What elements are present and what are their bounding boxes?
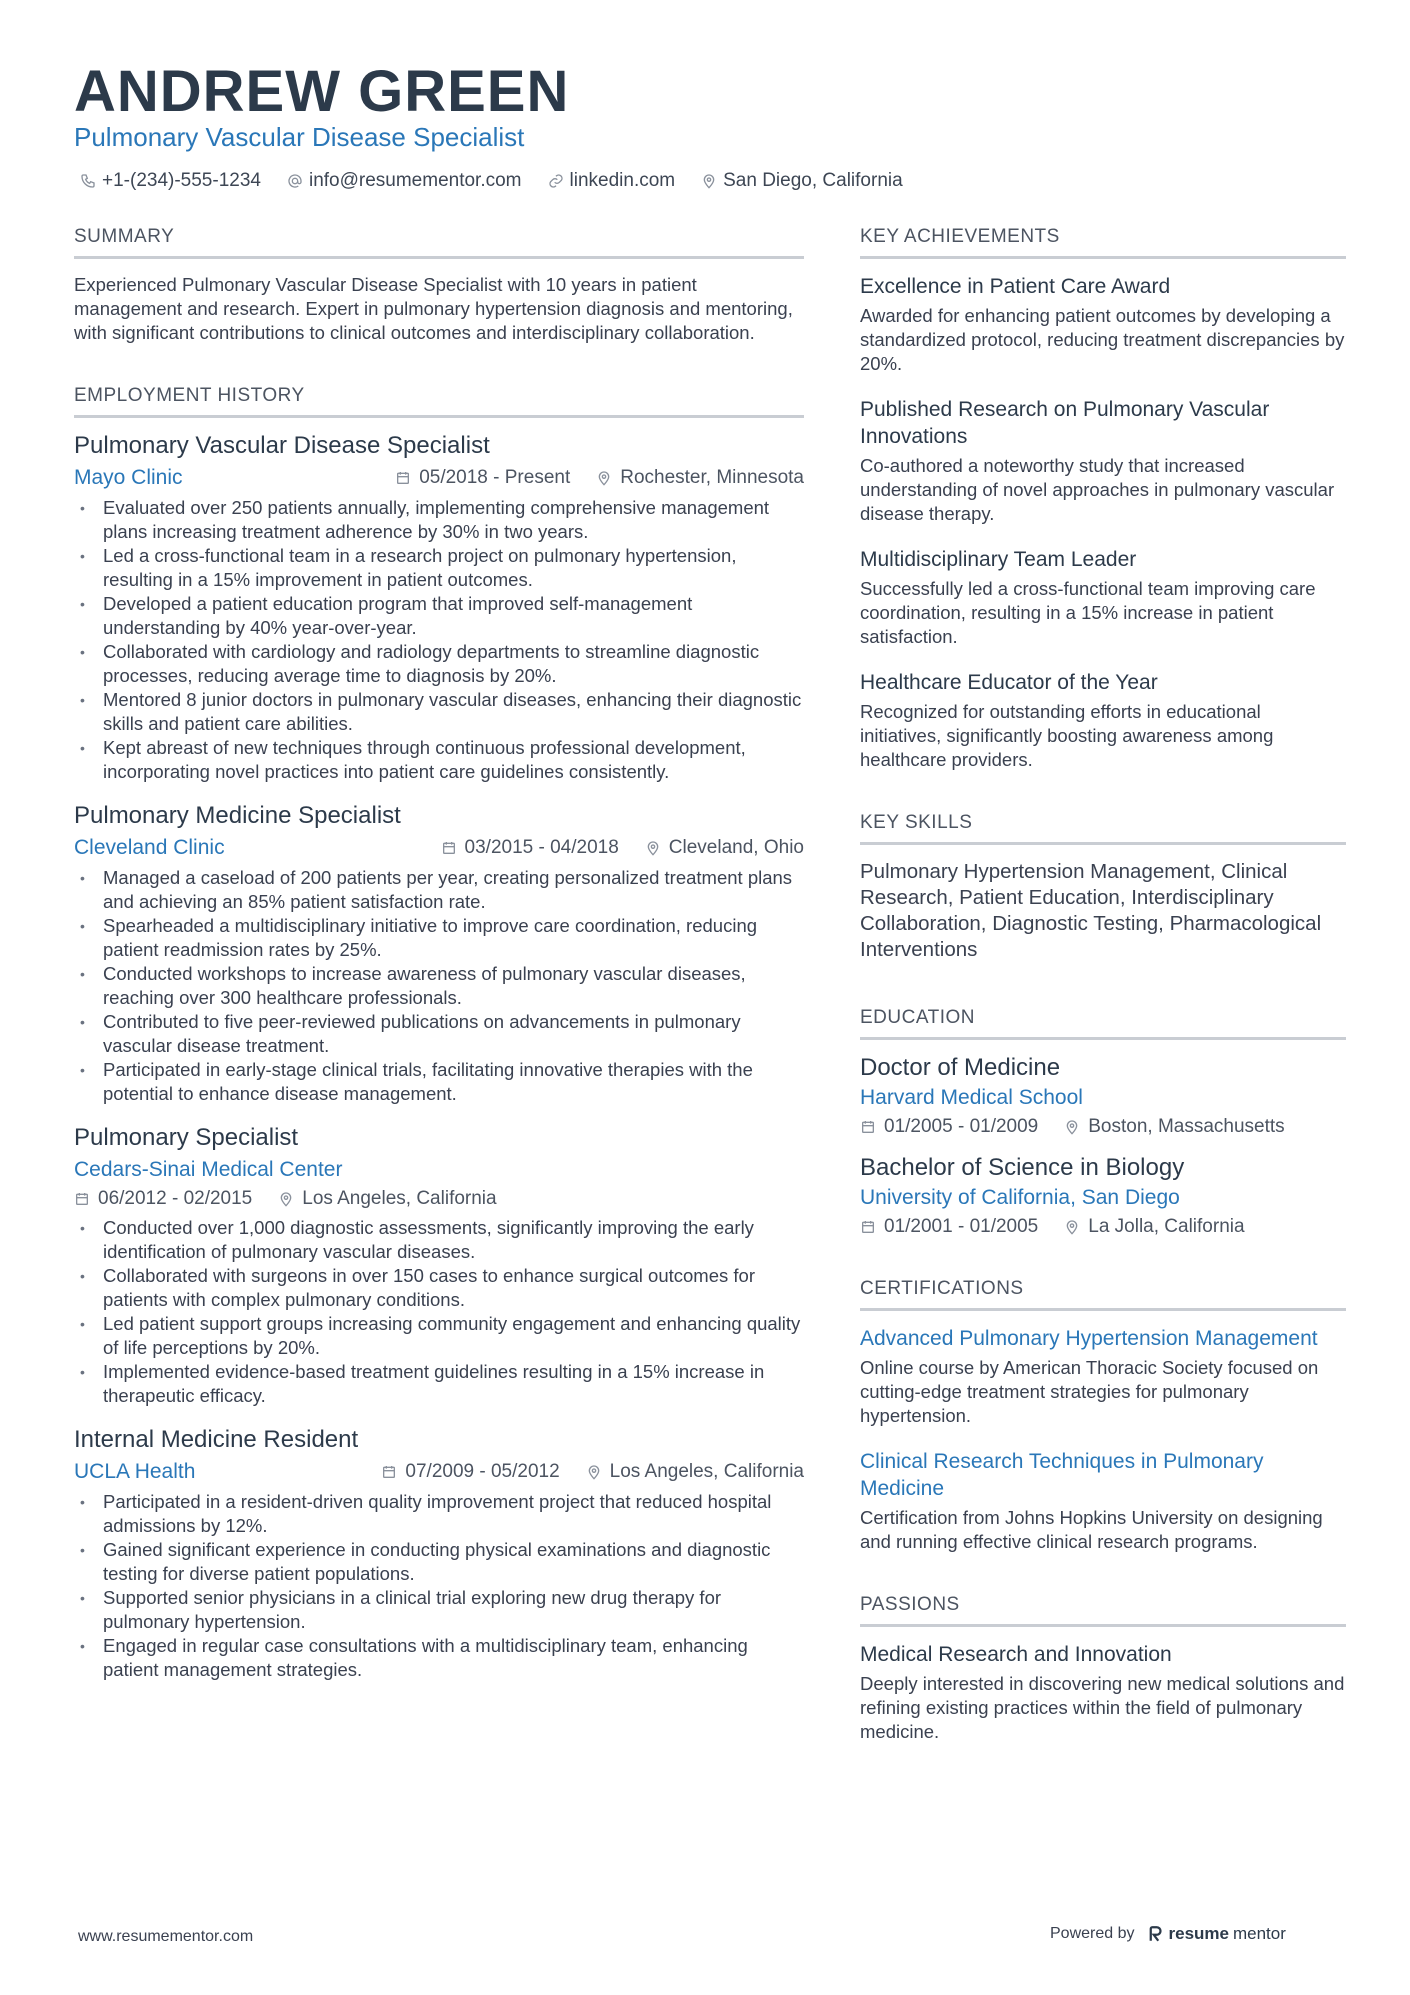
job-location [596, 467, 804, 489]
list-item: • Participated in a resident-driven quality improvement project that reduced hospital admissions by 12%. [74, 1490, 804, 1538]
list-item: • Participated in early-stage clinical trials, facilitating innovative therapies with the potential to enhance disease management. [74, 1058, 804, 1106]
job-title: Pulmonary Specialist [74, 1124, 299, 1151]
calendar-icon [441, 840, 457, 856]
education-meta [860, 1116, 1346, 1138]
job-location-text: Rochester, Minnesota [620, 467, 804, 488]
job-location [278, 1188, 496, 1210]
job-meta [74, 1460, 804, 1484]
certification-desc: Certification from Johns Hopkins University on designing and running effective clinical research programs. [860, 1507, 1323, 1552]
job-dates [395, 467, 570, 489]
achievement-desc: Awarded for enhancing patient outcomes by developing a standardized protocol, reducing treatment discrepancies by 20%. [860, 305, 1345, 374]
job-meta-right [381, 1461, 804, 1483]
list-item: • Conducted over 1,000 diagnostic assessments, significantly improving the early identification of pulmonary vascular diseases. [74, 1216, 804, 1264]
job-meta-right [395, 467, 804, 489]
job-entry [74, 802, 804, 1106]
education-location [1064, 1116, 1284, 1138]
resumementor-logo-icon [1147, 1925, 1165, 1943]
skills-text: Pulmonary Hypertension Management, Clinical Research, Patient Education, Interdisciplinary Collaboration, Diagnostic Testing, Pharmacological Interventions [860, 860, 1322, 961]
calendar-icon [860, 1219, 876, 1235]
job-location [586, 1461, 804, 1483]
phone-icon [80, 173, 96, 189]
list-item: • Collaborated with surgeons in over 150 cases to enhance surgical outcomes for patients with complex pulmonary conditions. [74, 1264, 804, 1312]
passion-desc: Deeply interested in discovering new medical solutions and refining existing practices within the field of pulmonary medicine. [860, 1673, 1345, 1742]
job-entry [74, 432, 804, 784]
job-location-text: Cleveland, Ohio [668, 837, 804, 858]
location-text: San Diego, California [723, 170, 903, 191]
list-item: • Gained significant experience in conducting physical examinations and diagnostic testing for diverse patient populations. [74, 1538, 804, 1586]
job-dates [441, 837, 619, 859]
skills-heading: KEY SKILLS [860, 812, 1346, 845]
contact-bar [80, 170, 903, 192]
location-pin-icon [586, 1464, 602, 1480]
location-pin-icon [645, 840, 661, 856]
certifications-heading: CERTIFICATIONS [860, 1278, 1346, 1311]
education-dates [860, 1216, 1038, 1238]
list-item: • Contributed to five peer-reviewed publications on advancements in pulmonary vascular disease treatment. [74, 1010, 804, 1058]
summary-heading: SUMMARY [74, 226, 804, 259]
achievement-desc: Recognized for outstanding efforts in educational initiatives, significantly boosting awareness among healthcare providers. [860, 701, 1274, 770]
education-dates-text: 01/2001 - 01/2005 [884, 1216, 1039, 1237]
brand-logo[interactable] [1147, 1924, 1286, 1944]
job-dates [381, 1461, 559, 1483]
brand-bold: resume [1168, 1924, 1229, 1943]
location-pin-icon [1064, 1219, 1080, 1235]
candidate-name: ANDREW GREEN [74, 59, 570, 124]
candidate-title: Pulmonary Vascular Disease Specialist [74, 122, 525, 152]
link-icon [548, 173, 564, 189]
achievement-title: Excellence in Patient Care Award [860, 275, 1171, 298]
job-dates-text: 07/2009 - 05/2012 [405, 1461, 560, 1482]
employment-heading: EMPLOYMENT HISTORY [74, 385, 804, 418]
education-location [1064, 1216, 1244, 1238]
contact-location [701, 170, 903, 192]
job-bullets [74, 1490, 804, 1682]
contact-phone [80, 170, 261, 192]
education-item [860, 1054, 1346, 1138]
certification-item [860, 1448, 1346, 1554]
job-location-text: Los Angeles, California [609, 1461, 804, 1482]
calendar-icon [74, 1191, 90, 1207]
summary-text: Experienced Pulmonary Vascular Disease Specialist with 10 years in patient management and research. Expert in pulmonary hypertension diagnosis and mentoring, with significant contributions to clinical outcomes and interdisciplinary collaboration. [74, 274, 793, 343]
achievement-item [860, 546, 1346, 649]
job-title: Internal Medicine Resident [74, 1426, 359, 1453]
job-meta [74, 1158, 804, 1210]
achievement-desc: Co-authored a noteworthy study that increased understanding of novel approaches in pulmonary vascular disease therapy. [860, 455, 1335, 524]
education-degree: Bachelor of Science in Biology [860, 1154, 1185, 1181]
education-dates [860, 1116, 1038, 1138]
achievement-item [860, 273, 1346, 376]
job-dates [74, 1188, 252, 1210]
education-school: Harvard Medical School [860, 1086, 1083, 1109]
job-bullets [74, 496, 804, 784]
location-pin-icon [1064, 1119, 1080, 1135]
job-dates-text: 05/2018 - Present [419, 467, 571, 488]
job-dates-text: 03/2015 - 04/2018 [464, 837, 619, 858]
education-degree: Doctor of Medicine [860, 1054, 1061, 1081]
achievement-desc: Successfully led a cross-functional team improving care coordination, resulting in a 15% increase in patient satisfaction. [860, 578, 1316, 647]
job-meta-right [441, 837, 804, 859]
employer: Mayo Clinic [74, 466, 183, 489]
education-dates-text: 01/2005 - 01/2009 [884, 1116, 1039, 1137]
list-item: • Evaluated over 250 patients annually, implementing comprehensive management plans increasing treatment adherence by 30% in two years. [74, 496, 804, 544]
job-meta [74, 836, 804, 860]
achievement-title: Healthcare Educator of the Year [860, 671, 1158, 694]
education-location-text: Boston, Massachusetts [1088, 1116, 1285, 1137]
job-meta [74, 466, 804, 490]
location-pin-icon [701, 173, 717, 189]
achievement-item [860, 396, 1346, 526]
achievement-item [860, 669, 1346, 772]
certification-title: Clinical Research Techniques in Pulmonary Medicine [860, 1450, 1264, 1500]
list-item: • Developed a patient education program that improved self-management understanding by 40% year-over-year. [74, 592, 804, 640]
employer: UCLA Health [74, 1460, 196, 1483]
list-item: • Supported senior physicians in a clinical trial exploring new drug therapy for pulmonary hypertension. [74, 1586, 804, 1634]
certification-desc: Online course by American Thoracic Society focused on cutting-edge treatment strategies for pulmonary hypertension. [860, 1357, 1319, 1426]
list-item: • Implemented evidence-based treatment guidelines resulting in a 15% increase in therapeutic efficacy. [74, 1360, 804, 1408]
passions-heading: PASSIONS [860, 1594, 1346, 1627]
job-location-text: Los Angeles, California [302, 1188, 497, 1209]
list-item: • Led patient support groups increasing community engagement and enhancing quality of life perceptions by 20%. [74, 1312, 804, 1360]
job-location [645, 837, 804, 859]
linkedin-text: linkedin.com [569, 170, 676, 191]
powered-by-label: Powered by [1050, 1925, 1135, 1942]
left-column [74, 226, 804, 1700]
list-item: • Mentored 8 junior doctors in pulmonary vascular diseases, enhancing their diagnostic skills and patient care abilities. [74, 688, 804, 736]
job-dates-text: 06/2012 - 02/2015 [98, 1188, 253, 1209]
passion-title: Medical Research and Innovation [860, 1643, 1172, 1666]
list-item: • Managed a caseload of 200 patients per year, creating personalized treatment plans and achieving an 85% patient satisfaction rate. [74, 866, 804, 914]
location-pin-icon [278, 1191, 294, 1207]
education-school: University of California, San Diego [860, 1186, 1180, 1209]
calendar-icon [860, 1119, 876, 1135]
employer: Cleveland Clinic [74, 836, 225, 859]
footer-website[interactable]: www.resumementor.com [78, 1928, 254, 1945]
achievement-title: Published Research on Pulmonary Vascular Innovations [860, 398, 1270, 448]
achievement-title: Multidisciplinary Team Leader [860, 548, 1137, 571]
list-item: • Conducted workshops to increase awareness of pulmonary vascular diseases, reaching over 300 healthcare professionals. [74, 962, 804, 1010]
job-bullets [74, 1216, 804, 1408]
job-bullets [74, 866, 804, 1106]
right-column [860, 226, 1346, 1764]
list-item: • Led a cross-functional team in a research project on pulmonary hypertension, resulting in a 15% improvement in patient outcomes. [74, 544, 804, 592]
list-item: • Kept abreast of new techniques through continuous professional development, incorporating novel practices into patient care guidelines consistently. [74, 736, 804, 784]
job-title: Pulmonary Vascular Disease Specialist [74, 432, 490, 459]
location-pin-icon [596, 470, 612, 486]
brand-light: mentor [1232, 1924, 1286, 1943]
employer: Cedars-Sinai Medical Center [74, 1158, 343, 1181]
certification-title: Advanced Pulmonary Hypertension Management [860, 1327, 1318, 1350]
calendar-icon [381, 1464, 397, 1480]
phone-text: +1-(234)-555-1234 [102, 170, 261, 191]
job-entry [74, 1124, 804, 1408]
achievements-heading: KEY ACHIEVEMENTS [860, 226, 1346, 259]
job-title: Pulmonary Medicine Specialist [74, 802, 401, 829]
calendar-icon [395, 470, 411, 486]
contact-email[interactable] [287, 170, 522, 192]
job-entry [74, 1426, 804, 1682]
email-text: info@resumementor.com [308, 170, 522, 191]
education-item [860, 1154, 1346, 1238]
education-heading: EDUCATION [860, 1007, 1346, 1040]
certification-item [860, 1325, 1346, 1428]
footer-powered [1050, 1924, 1286, 1944]
contact-linkedin[interactable] [548, 170, 676, 192]
passion-item [860, 1641, 1346, 1744]
list-item: • Collaborated with cardiology and radiology departments to streamline diagnostic processes, reducing average time to diagnosis by 20%. [74, 640, 804, 688]
education-meta [860, 1216, 1346, 1238]
at-icon [287, 173, 303, 189]
job-meta-row [74, 1188, 804, 1210]
list-item: • Spearheaded a multidisciplinary initiative to improve care coordination, reducing patient readmission rates by 25%. [74, 914, 804, 962]
education-location-text: La Jolla, California [1088, 1216, 1245, 1237]
list-item: • Engaged in regular case consultations with a multidisciplinary team, enhancing patient management strategies. [74, 1634, 804, 1682]
